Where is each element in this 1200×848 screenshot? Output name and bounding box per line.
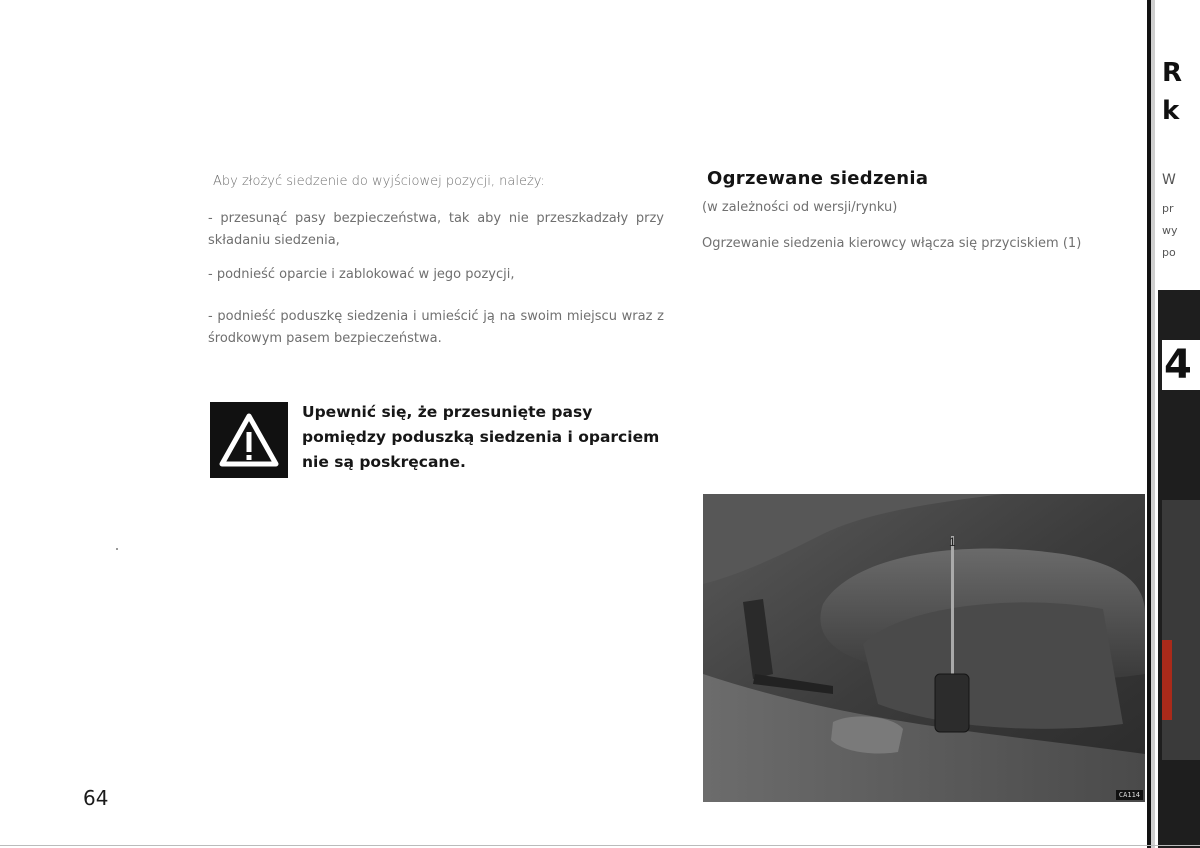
page-bottom-edge xyxy=(0,845,1200,846)
warning-text: Upewnić się, że przesunięte pasy pomiędzy poduszką siedzenia i oparciem nie są poskręcane. xyxy=(302,403,660,471)
section-subheading: (w zależności od wersji/rynku) xyxy=(702,200,898,215)
step-1: - przesunąć pasy bezpieczeństwa, tak aby nie przeszkadzały przy składaniu siedzenia, xyxy=(208,211,664,248)
step-3: - podnieść poduszkę siedzenia i umieścić ją na swoim miejscu wraz z środkowym pasem bezpieczeństwa. xyxy=(208,309,664,346)
edge-text-3: wy xyxy=(1162,224,1178,237)
edge-tab-strip xyxy=(1158,290,1200,848)
edge-tab-digit: 4 xyxy=(1164,342,1192,388)
edge-text-4: po xyxy=(1162,246,1176,259)
edge-letter-1: R xyxy=(1162,58,1183,88)
warning-box xyxy=(210,402,288,478)
section-heading: Ogrzewane siedzenia xyxy=(707,168,929,189)
figure-code: CA114 xyxy=(1116,790,1143,800)
figure-label: 1 xyxy=(949,535,956,549)
warning-triangle-icon xyxy=(210,402,288,478)
speck xyxy=(116,548,118,550)
step-2: - podnieść oparcie i zablokować w jego pozycji, xyxy=(208,267,515,282)
seat-illustration xyxy=(703,494,1145,802)
edge-text-1: W xyxy=(1162,172,1176,188)
section-body: Ogrzewanie siedzenia kierowcy włącza się przyciskiem (1) xyxy=(702,236,1082,251)
edge-text-2: pr xyxy=(1162,202,1174,215)
edge-letter-2: k xyxy=(1162,96,1180,126)
intro-text: Aby złożyć siedzenie do wyjściowej pozycji, należy: xyxy=(213,174,545,189)
page-number: 64 xyxy=(83,786,109,810)
seat-photo xyxy=(703,494,1145,802)
